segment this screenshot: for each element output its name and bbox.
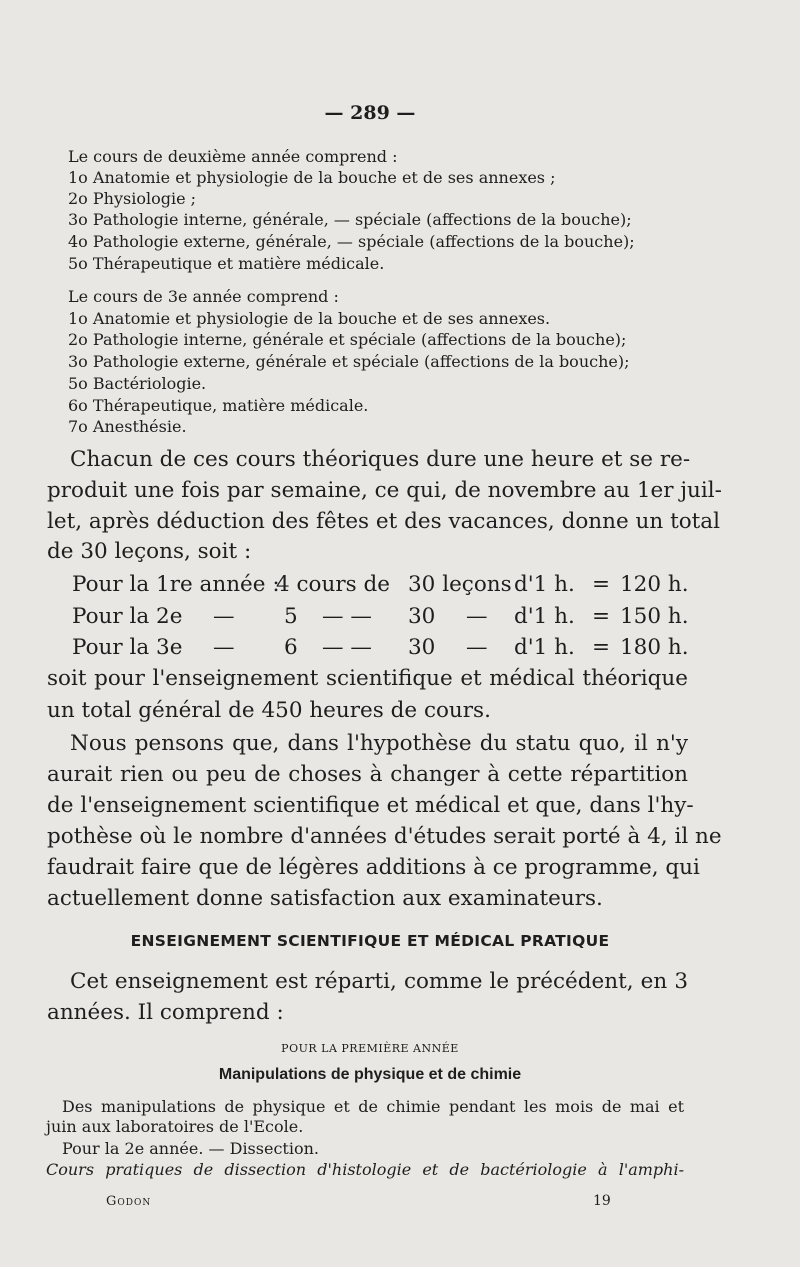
duration: d'1 h.	[514, 635, 575, 660]
list-item: 1o Anatomie et physiologie de la bouche et de ses annexes.	[68, 309, 551, 328]
list-item: 5o Bactériologie.	[68, 374, 207, 393]
course-count: 5	[284, 604, 298, 629]
ditto-mark: —	[213, 604, 235, 629]
signature-mark: 19	[593, 1193, 611, 1209]
paragraph-line: let, après déduction des fêtes et des vacances, donne un total	[47, 509, 720, 534]
paragraph-line: Cet enseignement est réparti, comme le précédent, en 3	[70, 969, 688, 994]
list-intro-third-year: Le cours de 3e année comprend :	[68, 287, 339, 306]
ditto-mark: —	[213, 635, 235, 660]
total-hours: 120 h.	[620, 572, 689, 597]
paragraph-line: soit pour l'enseignement scientifique et médical théorique	[47, 666, 688, 691]
total-hours: 150 h.	[620, 604, 689, 629]
paragraph-line: juin aux laboratoires de l'Ecole.	[46, 1117, 304, 1136]
ditto-mark: —	[466, 604, 488, 629]
equals: =	[592, 572, 611, 597]
paragraph-line: aurait rien ou peu de choses à changer à cette répartition	[47, 762, 688, 787]
list-item: 1o Anatomie et physiologie de la bouche et de ses annexes ;	[68, 168, 556, 187]
list-item: 7o Anesthésie.	[68, 417, 187, 436]
paragraph-line: un total général de 450 heures de cours.	[47, 698, 491, 723]
total-hours: 180 h.	[620, 635, 689, 660]
ditto-mark: — —	[322, 604, 372, 629]
duration: d'1 h.	[514, 572, 575, 597]
ditto-mark: — —	[322, 635, 372, 660]
paragraph-line: Cours pratiques de dissection d'histologie et de bactériologie à l'amphi-	[46, 1160, 684, 1179]
page-number: — 289 —	[324, 102, 416, 124]
paragraph-line: faudrait faire que de légères additions à ce programme, qui	[47, 855, 700, 880]
paragraph-line: de 30 leçons, soit :	[47, 539, 252, 564]
list-intro-second-year: Le cours de deuxième année comprend :	[68, 147, 398, 166]
paragraph-line: années. Il comprend :	[47, 1000, 284, 1025]
list-item: 4o Pathologie externe, générale, — spéciale (affections de la bouche);	[68, 232, 635, 251]
lesson-count: 30	[408, 635, 436, 660]
list-item: 2o Pathologie interne, générale et spéciale (affections de la bouche);	[68, 330, 627, 349]
sub-heading: POUR LA PREMIÈRE ANNÉE	[281, 1042, 459, 1055]
list-item: 2o Physiologie ;	[68, 189, 197, 208]
list-item: 6o Thérapeutique, matière médicale.	[68, 396, 369, 415]
course-count: 4 cours de	[276, 572, 390, 597]
row-label: Pour la 1re année :	[72, 572, 280, 597]
duration: d'1 h.	[514, 604, 575, 629]
equals: =	[592, 635, 611, 660]
course-count: 6	[284, 635, 298, 660]
lesson-count: 30 leçons	[408, 572, 512, 597]
list-item: 3o Pathologie externe, générale et spéciale (affections de la bouche);	[68, 352, 630, 371]
lesson-count: 30	[408, 604, 436, 629]
list-item: 3o Pathologie interne, générale, — spéciale (affections de la bouche);	[68, 210, 632, 229]
paragraph-line: Chacun de ces cours théoriques dure une heure et se re-	[70, 447, 691, 472]
paragraph-line: Pour la 2e année. — Dissection.	[62, 1139, 319, 1158]
section-heading: ENSEIGNEMENT SCIENTIFIQUE ET MÉDICAL PRATIQUE	[130, 932, 610, 950]
paragraph-line: produit une fois par semaine, ce qui, de novembre au 1er juil-	[47, 478, 722, 503]
paragraph-line: actuellement donne satisfaction aux examinateurs.	[47, 886, 603, 911]
paragraph-line: pothèse où le nombre d'années d'études serait porté à 4, il ne	[47, 824, 722, 849]
paragraph-line: de l'enseignement scientifique et médical et que, dans l'hy-	[47, 793, 694, 818]
equals: =	[592, 604, 611, 629]
ditto-mark: —	[466, 635, 488, 660]
row-label: Pour la 3e	[72, 635, 183, 660]
section-title: Manipulations de physique et de chimie	[218, 1066, 522, 1083]
row-label: Pour la 2e	[72, 604, 183, 629]
paragraph-line: Nous pensons que, dans l'hypothèse du statu quo, il n'y	[70, 731, 688, 756]
list-item: 5o Thérapeutique et matière médicale.	[68, 254, 385, 273]
paragraph-line: Des manipulations de physique et de chimie pendant les mois de mai et	[62, 1097, 684, 1116]
footer-author: Godon	[106, 1194, 152, 1209]
